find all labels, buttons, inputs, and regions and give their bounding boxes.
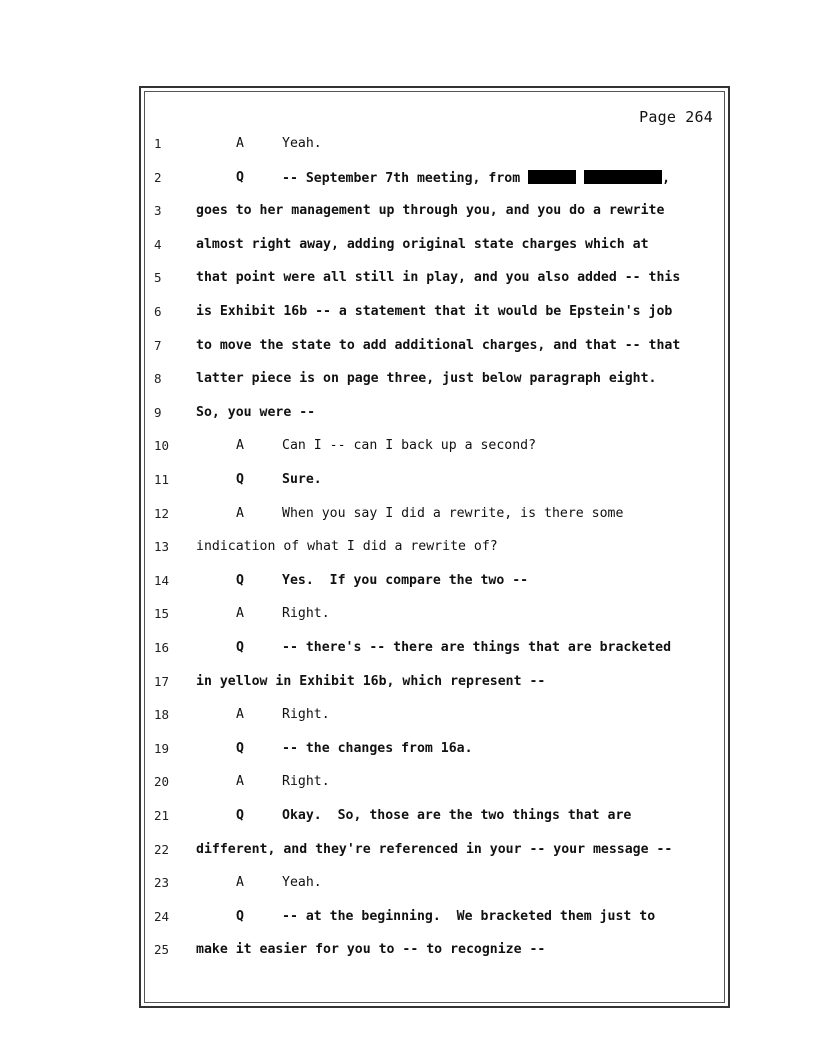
line-number: 11 (154, 472, 170, 487)
transcript-line (0, 304, 816, 326)
page-number: Page 264 (639, 108, 713, 126)
question-marker: Q (236, 640, 244, 655)
line-number: 9 (154, 404, 162, 420)
line-text: Right. (282, 707, 330, 723)
transcript-line (0, 338, 816, 360)
transcript-line (0, 270, 816, 292)
line-number: 17 (154, 673, 170, 689)
line-text: make it easier for you to -- to recognize -- (196, 942, 546, 958)
line-number: 4 (154, 236, 162, 252)
line-text: that point were all still in play, and you also added -- this (196, 270, 681, 286)
line-text: Okay. So, those are the two things that are (282, 808, 632, 823)
line-text: -- September 7th meeting, from , (282, 170, 671, 186)
transcript-line (0, 573, 816, 595)
answer-marker: A (236, 707, 244, 723)
transcript-line (0, 237, 816, 259)
transcript-line (0, 674, 816, 696)
line-text: different, and they're referenced in your -- your message -- (196, 841, 673, 857)
transcript-line (0, 808, 816, 830)
line-text: indication of what I did a rewrite of? (196, 539, 498, 555)
question-marker: Q (236, 908, 244, 924)
line-number: 6 (154, 304, 162, 319)
line-number: 12 (154, 505, 170, 521)
line-number: 3 (154, 203, 162, 219)
transcript-line (0, 640, 816, 662)
transcript-line (0, 539, 816, 561)
question-marker: Q (236, 740, 244, 756)
line-number: 7 (154, 337, 162, 353)
redaction-suffix: , (662, 170, 671, 186)
transcript-line (0, 472, 816, 494)
transcript-line (0, 136, 816, 158)
transcript-line (0, 707, 816, 729)
line-text: -- there's -- there are things that are bracketed (282, 640, 672, 655)
line-text: When you say I did a rewrite, is there some (282, 505, 624, 521)
answer-marker: A (236, 875, 244, 891)
line-text: So, you were -- (196, 404, 316, 420)
line-number: 24 (154, 908, 170, 924)
line-text: Yeah. (282, 875, 322, 891)
line-text: in yellow in Exhibit 16b, which represent -- (196, 673, 546, 689)
line-text: is Exhibit 16b -- a statement that it would be Epstein's job (196, 304, 673, 319)
line-number: 21 (154, 808, 170, 823)
line-text: Yes. If you compare the two -- (282, 572, 529, 588)
transcript-line (0, 842, 816, 864)
line-text: Yeah. (282, 136, 322, 151)
line-number: 2 (154, 169, 162, 185)
question-marker: Q (236, 472, 244, 487)
line-text: to move the state to add additional charges, and that -- that (196, 337, 681, 353)
line-text: almost right away, adding original state charges which at (196, 236, 649, 252)
line-number: 15 (154, 606, 170, 622)
transcript-line (0, 203, 816, 225)
transcript-line (0, 170, 816, 192)
transcript-line (0, 741, 816, 763)
line-text: Can I -- can I back up a second? (282, 438, 537, 454)
line-number: 8 (154, 371, 162, 387)
transcript-line (0, 909, 816, 931)
line-text: Sure. (282, 472, 322, 487)
line-text: goes to her management up through you, and you do a rewrite (196, 203, 665, 219)
line-text: Right. (282, 606, 330, 622)
answer-marker: A (236, 136, 244, 151)
answer-marker: A (236, 438, 244, 454)
line-text: -- at the beginning. We bracketed them just to (282, 908, 656, 924)
transcript-line (0, 942, 816, 964)
line-text: -- the changes from 16a. (282, 740, 473, 756)
line-number: 20 (154, 774, 170, 790)
transcript-line (0, 506, 816, 528)
transcript-line (0, 405, 816, 427)
line-number: 16 (154, 640, 170, 655)
line-number: 19 (154, 740, 170, 756)
answer-marker: A (236, 505, 244, 521)
line-number: 23 (154, 875, 170, 891)
question-marker: Q (236, 808, 244, 823)
line-number: 14 (154, 572, 170, 588)
question-marker: Q (236, 572, 244, 588)
line-number: 18 (154, 707, 170, 723)
transcript-line (0, 875, 816, 897)
line-text: Right. (282, 774, 330, 790)
question-marker: Q (236, 169, 244, 185)
line-number: 13 (154, 539, 170, 555)
transcript-line (0, 774, 816, 796)
transcript-line (0, 606, 816, 628)
line-number: 1 (154, 136, 162, 151)
line-text: latter piece is on page three, just below paragraph eight. (196, 371, 657, 387)
line-number: 10 (154, 438, 170, 454)
answer-marker: A (236, 774, 244, 790)
answer-marker: A (236, 606, 244, 622)
redaction-block (584, 170, 662, 184)
transcript-line (0, 371, 816, 393)
redaction-block (528, 170, 576, 184)
line-number: 5 (154, 270, 162, 286)
transcript-line (0, 438, 816, 460)
line-number: 22 (154, 841, 170, 857)
line-number: 25 (154, 942, 170, 958)
